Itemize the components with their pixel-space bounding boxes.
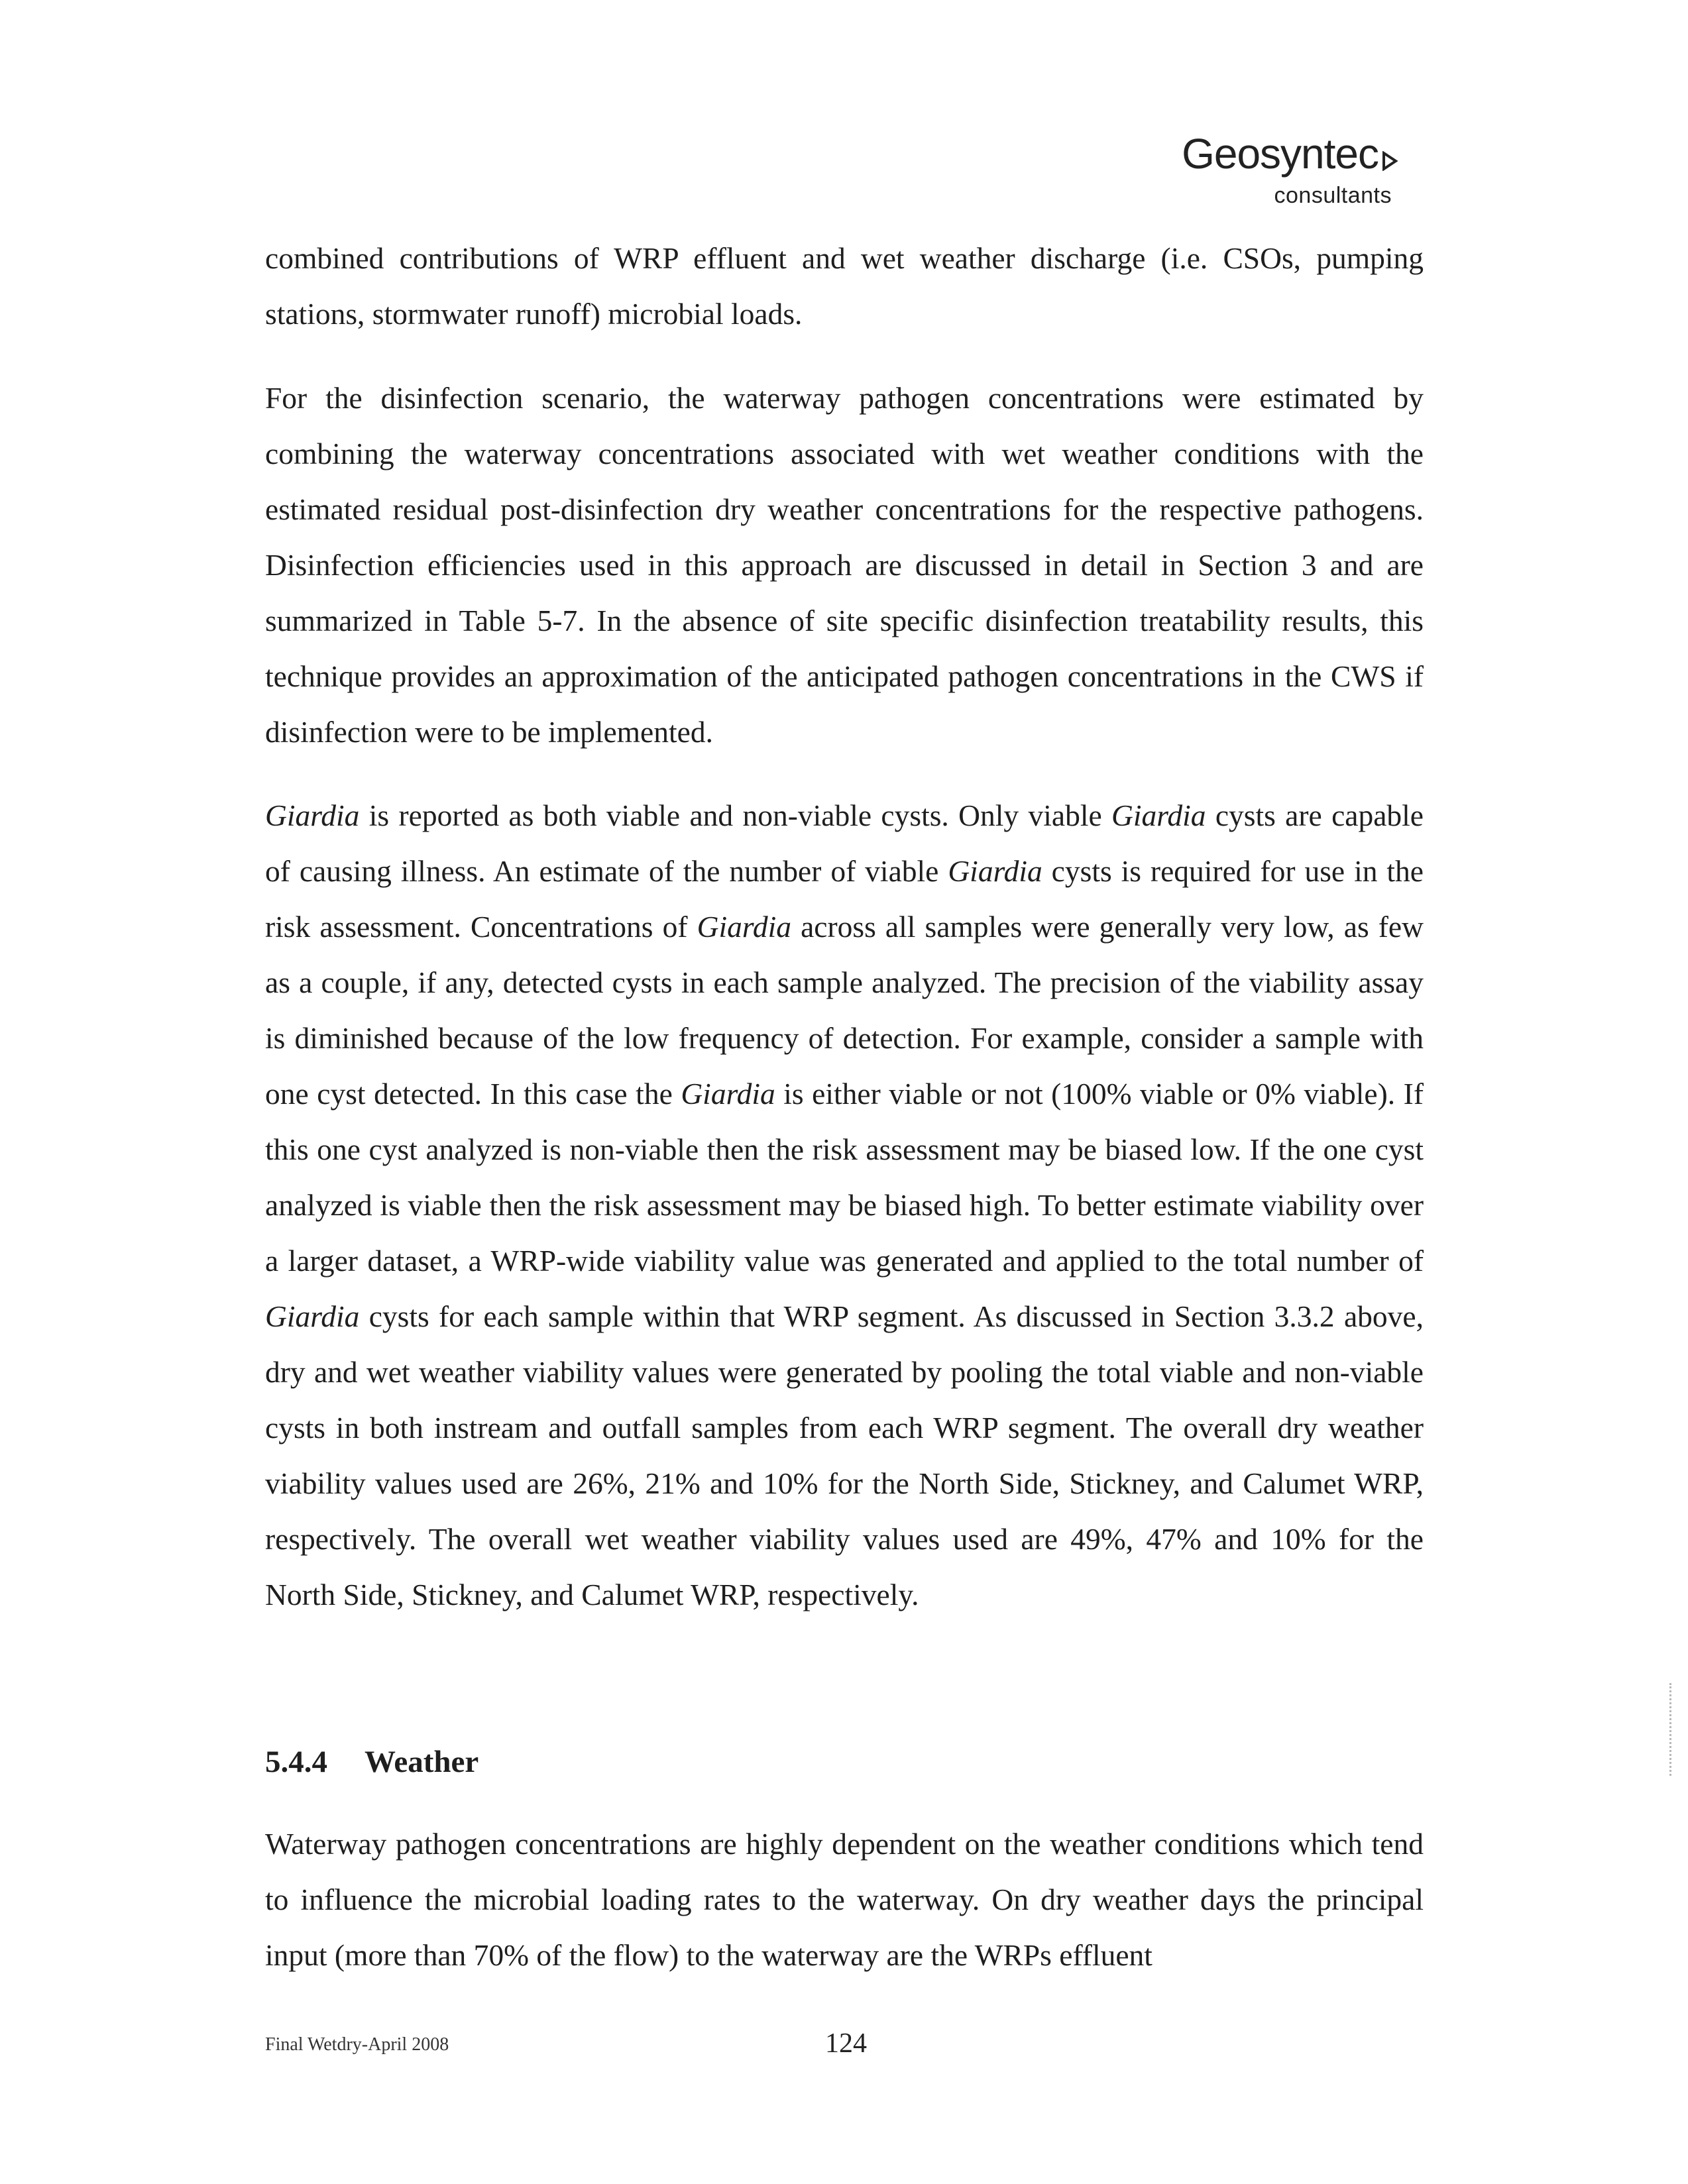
- section-title: Weather: [365, 1745, 479, 1779]
- paragraph-continued: [265, 231, 1424, 342]
- company-logo: [1182, 130, 1398, 209]
- section-number: 5.4.4: [265, 1745, 327, 1779]
- paragraph-text: cysts is required for use in the risk assessment. Concentrations of: [265, 854, 1424, 944]
- italic-term: Giardia: [697, 910, 792, 944]
- paragraph-weather: [265, 1816, 1424, 1983]
- italic-term: Giardia: [948, 854, 1042, 888]
- paragraph-text: cysts are capable of causing illness. An estimate of the number of viable: [265, 798, 1424, 888]
- paragraph-text: Waterway pathogen concentrations are highly dependent on the weather conditions which tend to influence the microbial loading rates to the waterway. On dry weather days the principal input (more than 70% of the flow) to the waterway are the WRPs effluent: [265, 1827, 1424, 1972]
- paragraph-giardia: [265, 788, 1424, 1623]
- footer-document-label: Final Wetdry-April 2008: [265, 2034, 449, 2055]
- logo-subtitle: consultants: [1274, 183, 1392, 208]
- logo-name: Geosyntec: [1182, 130, 1379, 178]
- paragraph-text: across all samples were generally very low, as few as a couple, if any, detected cysts in each sample analyzed. The precision of the viability assay is diminished because of the low frequency of detection. For example, consider a sample with one cyst detected. In this case the: [265, 910, 1424, 1111]
- section-heading: [265, 1734, 478, 1790]
- triangle-logo-icon: [1381, 135, 1398, 178]
- paragraph-text: For the disinfection scenario, the waterway pathogen concentrations were estimated by combining the waterway concentrations associated with wet weather conditions with the estimated residual post-disinfection dry weather concentrations for the respective pathogens. Disinfection efficiencies used in this approach are discussed in detail in Section 3 and are summarized in Table 5-7. In the absence of site specific disinfection treatability results, this technique provides an approximation of the anticipated pathogen concentrations in the CWS if disinfection were to be implemented.: [265, 381, 1424, 749]
- paragraph-text: is either viable or not (100% viable or 0% viable). If this one cyst analyzed is non-viable then the risk assessment may be biased low. If the one cyst analyzed is viable then the risk assessment may be biased high. To better estimate viability over a larger dataset, a WRP-wide viability value was generated and applied to the total number of: [265, 1077, 1424, 1278]
- italic-term: Giardia: [265, 798, 360, 832]
- italic-term: Giardia: [681, 1077, 775, 1111]
- page-number: 124: [825, 2028, 867, 2059]
- paragraph-text: combined contributions of WRP effluent and wet weather discharge (i.e. CSOs, pumping stations, stormwater runoff) microbial loads.: [265, 241, 1424, 331]
- italic-term: Giardia: [1111, 798, 1206, 832]
- scan-artifact: [1665, 1683, 1671, 1776]
- paragraph-text: cysts for each sample within that WRP segment. As discussed in Section 3.3.2 above, dry and wet weather viability values were generated by pooling the total viable and non-viable cysts in both instream and outfall samples from each WRP segment. The overall dry weather viability values used are 26%, 21% and 10% for the North Side, Stickney, and Calumet WRP, respectively. The overall wet weather viability values used are 49%, 47% and 10% for the North Side, Stickney, and Calumet WRP, respectively.: [265, 1299, 1424, 1611]
- paragraph-disinfection: [265, 370, 1424, 760]
- italic-term: Giardia: [265, 1299, 360, 1333]
- paragraph-text: is reported as both viable and non-viable cysts. Only viable: [359, 798, 1112, 832]
